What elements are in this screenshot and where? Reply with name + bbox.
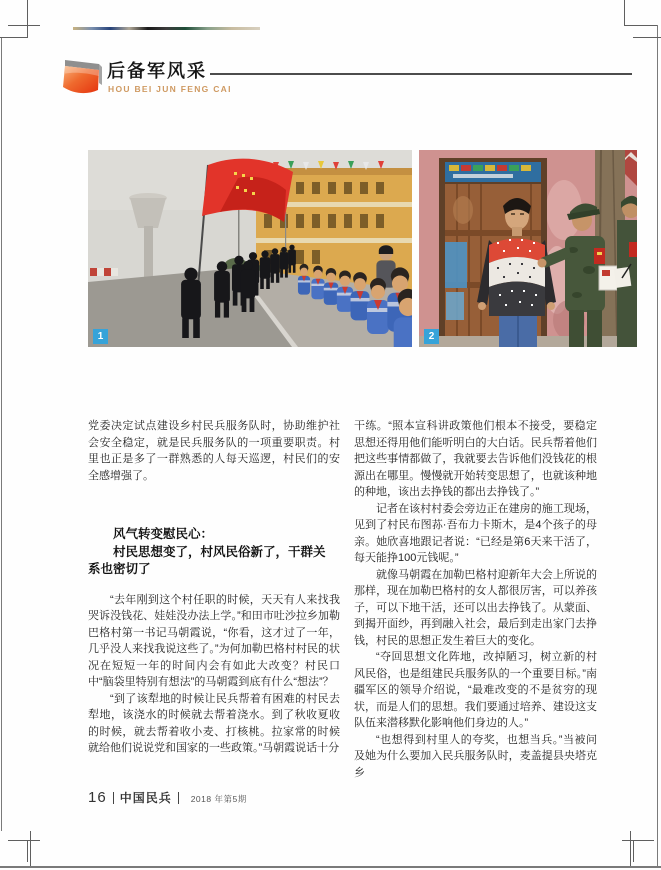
section-title: 后备军风采: [107, 61, 207, 81]
crop-mark-bottom-right: [622, 840, 654, 841]
crop-mark-bottom-left: [8, 840, 40, 841]
scan-edge-artifact: [73, 27, 260, 30]
photo-2-number-badge: 2: [424, 329, 439, 344]
article-subheading: [88, 526, 340, 579]
photo-1: [88, 150, 412, 347]
paragraph: “也想得到村里人的夸奖，也想当兵。”当被问及她为什么要加入民兵服务队时，麦盖提县央塔克乡: [354, 733, 597, 779]
page-number: 16: [88, 789, 107, 806]
paragraph-continuation: 干练。“照本宣科讲政策他们根本不接受，要稳定思想还得用他们能听明白的大白话。民兵帮着他们把这些事情都做了，我就要去告诉他们没钱花的根源出在哪里。慢慢就开始转变思想了，也就该种地的种地，该出去挣钱的都出去挣钱了。”: [354, 420, 597, 498]
paragraph: 记者在该村村委会旁边正在建房的施工现场，见到了村民布图荪·吾布力卡斯木，是4个孩子的母亲。她欣喜地跟记者说：“已经是第6天来干活了，每天能挣100元钱呢。”: [354, 502, 597, 564]
subheading-line: 村民思想变了，村风民俗新了，干群关: [113, 544, 326, 559]
subheading-line: 风气转变慰民心：: [113, 527, 214, 541]
page-footer: [88, 789, 247, 806]
footer-divider: [113, 792, 114, 804]
crop-mark-top-right: [624, 0, 625, 26]
photo-2-illustration: [419, 150, 637, 347]
photo-1-illustration: [88, 150, 412, 347]
crop-mark-bottom-left: [27, 840, 28, 862]
issue-info: 2018 年第5期: [190, 794, 247, 804]
footer-divider: [178, 792, 179, 804]
crop-mark-bottom-right: [630, 831, 631, 866]
red-flag-logo-icon: [58, 55, 104, 97]
paragraph-continuation: 党委决定试点建设乡村民兵服务队时，协助维护社会安全稳定，就是民兵服务队的一项重要职责。村里也正是多了一群熟悉的人每天巡逻，村民们的安全感增强了。: [88, 420, 340, 482]
paragraph: “到了该犁地的时候让民兵帮着有困难的村民去犁地，该浇水的时候就去帮着浇水。到了秋收夏收的时候，就去帮着收小麦、打核桃。拉家常的时候就给他们说说党和国家的一些政策。”马朝霞说话十分: [88, 692, 340, 754]
header-rule: [210, 73, 632, 75]
magazine-name: 中国民兵: [119, 791, 172, 805]
crop-mark-top-right: [633, 37, 661, 38]
article-right-column: [354, 418, 597, 781]
crop-mark-top-left: [0, 37, 28, 38]
crop-mark-top-left: [27, 0, 28, 38]
photo-2: [419, 150, 637, 347]
article-left-column: [88, 418, 340, 757]
paragraph: “去年刚到这个村任职的时候，天天有人来找我哭诉没钱花、娃娃没办法上学。”和田市吐沙拉乡加勒巴格村第一书记马朝霞说，“你看，这才过了一年，几乎没人来找我说这些了。”为何加勒巴格村村民的状况在短短一年的时间内会有如此大改变？村民口中“脑袋里特别有想法”的马朝霞到底有什么“想法”？: [88, 593, 340, 688]
crop-mark-bottom-right: [633, 840, 634, 862]
crop-mark-bottom-left: [30, 831, 31, 866]
page-border-bottom: [0, 866, 661, 868]
crop-mark-top-right: [624, 25, 657, 26]
paragraph: “夺回思想文化阵地，改掉陋习，树立新的村风民俗，也是组建民兵服务队的一个重要目标。”南疆军区的领导介绍说，“最难改变的不是贫穷的现状，而是人们的思想。我们要通过培养、建设这支队伍来潜移默化影响他们身边的人。”: [354, 651, 597, 729]
crop-mark-top-left: [8, 25, 40, 26]
section-subtitle: HOU BEI JUN FENG CAI: [108, 84, 232, 94]
subheading-line: 系也密切了: [88, 562, 151, 576]
page-border-right: [657, 25, 658, 866]
photo-1-number-badge: 1: [93, 329, 108, 344]
page-border-left: [1, 37, 2, 831]
paragraph: 就像马朝霞在加勒巴格村迎新年大会上所说的那样，现在加勒巴格村的女人都很厉害，可以养孩子，可以下地干活，还可以出去挣钱了。从蒙面、到揭开面纱，再到融入社会，最后到走出家门去挣钱，村民的思想正发生着巨大的变化。: [354, 568, 597, 647]
